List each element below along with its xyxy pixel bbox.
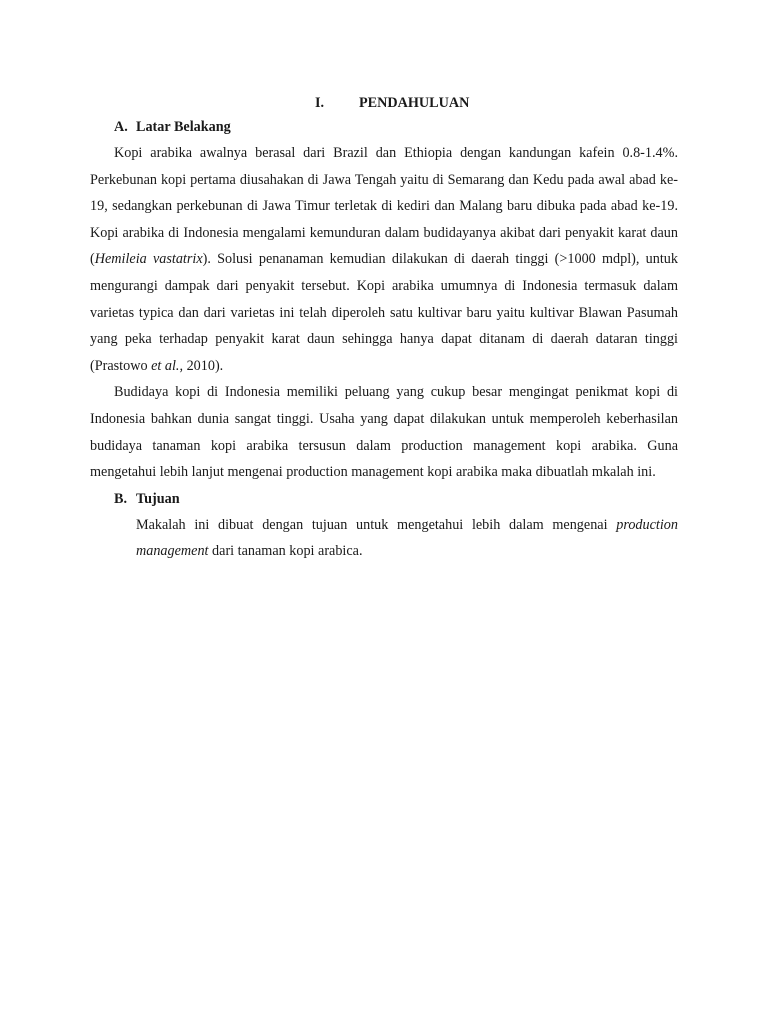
paragraph-text: dari tanaman kopi arabica. (208, 543, 363, 560)
section-heading-latar-belakang (90, 114, 678, 140)
paragraph-text: Kopi arabika awalnya berasal dari Brazil dan Ethiopia dengan kandungan kafein 0.8-1.4%. Perkebunan kopi pertama diusahakan di Jawa Tengah yaitu di Semarang dan Kedu pada awal abad ke-19, sedangkan perkebunan di Jawa Timur terletak di kediri dan Malang baru dibuka pada abad ke-19. Kopi arabika di Indonesia mengalami kemunduran dalam budidayanya akibat dari penyakit karat daun ( (90, 145, 678, 268)
chapter-number: I. (315, 95, 325, 111)
chapter-title (90, 92, 678, 114)
section-heading-tujuan (90, 486, 678, 512)
paragraph-tujuan (136, 512, 678, 565)
paragraph-budidaya-kopi: Budidaya kopi di Indonesia memiliki peluang yang cukup besar mengingat penikmat kopi di Indonesia bahkan dunia sangat tinggi. Usaha yang dapat dilakukan untuk memperoleh keberhasilan budidaya tanaman kopi arabika tersusun dalam production management kopi arabika. Guna mengetahui lebih lanjut mengenai production management kopi arabika maka dibuatlah mkalah ini. (90, 384, 678, 481)
species-name-italic: Hemileia vastatrix (94, 251, 203, 268)
paragraph-kopi-arabika-origin (90, 140, 678, 379)
paragraph-text: Makalah ini dibuat dengan tujuan untuk mengetahui lebih dalam mengenai (136, 516, 617, 533)
document-content (90, 92, 678, 565)
section-title: Tujuan (136, 490, 180, 507)
citation-et-al-italic: et al., (151, 357, 184, 374)
section-number: A. (114, 119, 128, 135)
paragraph-text: ). Solusi penanaman kemudian dilakukan di daerah tinggi (>1000 mdpl), untuk mengurangi dampak dari penyakit tersebut. Kopi arabika umumnya di Indonesia termasuk dalam varietas typica dan dari varietas ini telah diperoleh satu kultivar baru yaitu kultivar Blawan Pasumah yang peka terhadap penyakit karat daun sehingga hanya dapat ditanam di daerah dataran tinggi (Prastowo (90, 251, 678, 374)
paragraph-text: 2010). (183, 357, 224, 374)
section-title: Latar Belakang (136, 119, 231, 135)
chapter-title-text: PENDAHULUAN (359, 95, 470, 111)
term-italic: production management (136, 516, 678, 560)
section-number: B. (114, 490, 128, 507)
